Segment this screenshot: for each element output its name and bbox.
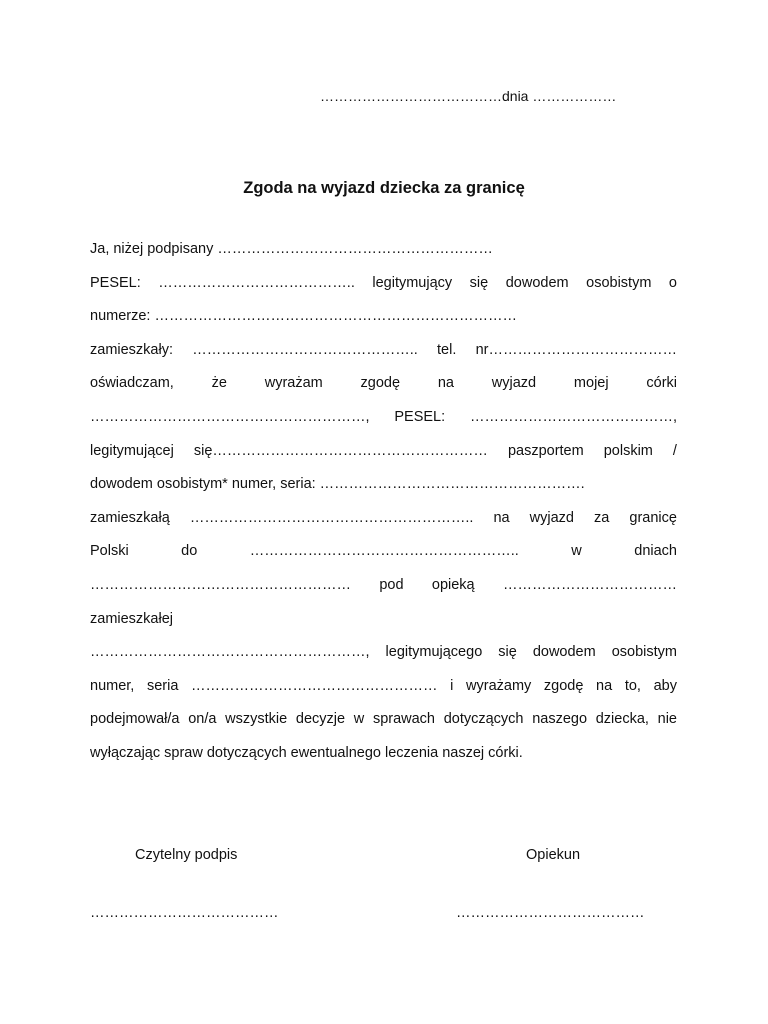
body-word: i (450, 677, 454, 694)
signature-label-left: Czytelny podpis (135, 847, 238, 863)
body-word: tel. (437, 341, 457, 358)
body-word: córki (646, 375, 677, 392)
body-word: mojej (573, 375, 609, 392)
signature-line-left: ………………………………… (90, 905, 279, 921)
body-word: …………………………………………… (191, 677, 438, 694)
body-word: za (594, 509, 610, 526)
body-word: granicę (629, 509, 677, 526)
body-line-2 (90, 267, 677, 301)
body-word: dowodem (505, 274, 569, 291)
consent-body (90, 233, 677, 771)
body-word: polskim (603, 442, 653, 459)
body-word: ……………………………………………….. (249, 543, 519, 560)
body-word: w (353, 711, 365, 728)
body-word: nie (657, 711, 677, 728)
body-line-15 (90, 703, 677, 737)
body-word: się (469, 274, 489, 291)
body-word: seria (146, 677, 179, 694)
body-word: osobistym (586, 274, 652, 291)
body-word: o (668, 274, 677, 291)
body-line-3: numerze: ………………………………………………………………… (90, 308, 517, 325)
body-line-1: Ja, niżej podpisany ………………………………………………… (90, 241, 493, 257)
body-word: wyrażam (264, 375, 323, 392)
body-word: PESEL: (90, 274, 141, 291)
body-line-6 (90, 401, 677, 435)
body-word: wszystkie (225, 711, 288, 728)
body-line-7 (90, 435, 677, 469)
body-line-16: wyłączając spraw dotyczących ewentualnego leczenia naszej córki. (90, 744, 523, 761)
body-word: na (596, 677, 613, 694)
body-word: zgodę (543, 677, 584, 694)
body-word: legitymujący (372, 274, 453, 291)
body-word: ……………………………………………… (90, 576, 351, 593)
body-word: oświadczam, (90, 375, 174, 392)
body-word: paszportem (507, 442, 584, 459)
body-word: ………………………………….. (158, 274, 355, 291)
body-word: dziecka, (595, 711, 649, 728)
body-word: nr………………………………… (475, 341, 677, 358)
body-word: ………………………………………………….. (189, 509, 474, 526)
body-word: że (211, 375, 227, 392)
body-line-5 (90, 367, 677, 401)
body-line-4 (90, 334, 677, 368)
body-word: osobistym (611, 644, 677, 661)
body-word: aby (653, 677, 677, 694)
body-word: podejmował/a (90, 711, 180, 728)
body-word: na (437, 375, 454, 392)
body-line-12: zamieszkałej (90, 610, 173, 627)
body-word: wyjazd (529, 509, 574, 526)
body-word: sprawach (372, 711, 435, 728)
body-word: to, (624, 677, 641, 694)
signature-line-right: ………………………………… (456, 905, 645, 921)
document-title: Zgoda na wyjazd dziecka za granicę (243, 179, 525, 197)
body-word: legitymującej (90, 442, 174, 459)
body-word: naszego (532, 711, 588, 728)
body-word: wyjazd (491, 375, 537, 392)
body-word: on/a (188, 711, 217, 728)
body-word: …………………………………………………, (90, 408, 370, 425)
body-word: dniach (634, 543, 677, 560)
body-line-9 (90, 502, 677, 536)
body-word: ……………………………………, (469, 408, 677, 425)
body-word: ……………………………………….. (192, 341, 418, 358)
body-word: na (493, 509, 510, 526)
body-word: Polski (90, 543, 129, 560)
body-word: zgodę (360, 375, 401, 392)
body-word: legitymującego (385, 644, 483, 661)
body-line-10 (90, 535, 677, 569)
body-line-11 (90, 569, 677, 603)
body-word: numer, (90, 677, 135, 694)
body-word: opieką (431, 576, 475, 593)
body-line-13 (90, 636, 677, 670)
body-word: PESEL: (394, 408, 446, 425)
body-word: …………………………………………………, (90, 644, 370, 661)
body-word: pod (379, 576, 404, 593)
body-line-14 (90, 670, 677, 704)
body-line-8: dowodem osobistym* numer, seria: ………………………………………………. (90, 476, 585, 493)
body-word: wyrażamy (466, 677, 532, 694)
body-word: zamieszkałą (90, 509, 170, 526)
body-word: dotyczących (443, 711, 524, 728)
body-word: się (498, 644, 517, 661)
body-word: się………………………………………………… (193, 442, 488, 459)
body-word: decyzje (295, 711, 346, 728)
body-word: w (571, 543, 582, 560)
body-word: dowodem (532, 644, 596, 661)
body-word: zamieszkały: (90, 341, 173, 358)
body-word: ……………………………… (502, 576, 677, 593)
body-word: / (672, 442, 677, 459)
date-line: …………………………………dnia ……………… (320, 88, 617, 104)
signature-label-right: Opiekun (526, 847, 581, 863)
body-word: do (181, 543, 198, 560)
